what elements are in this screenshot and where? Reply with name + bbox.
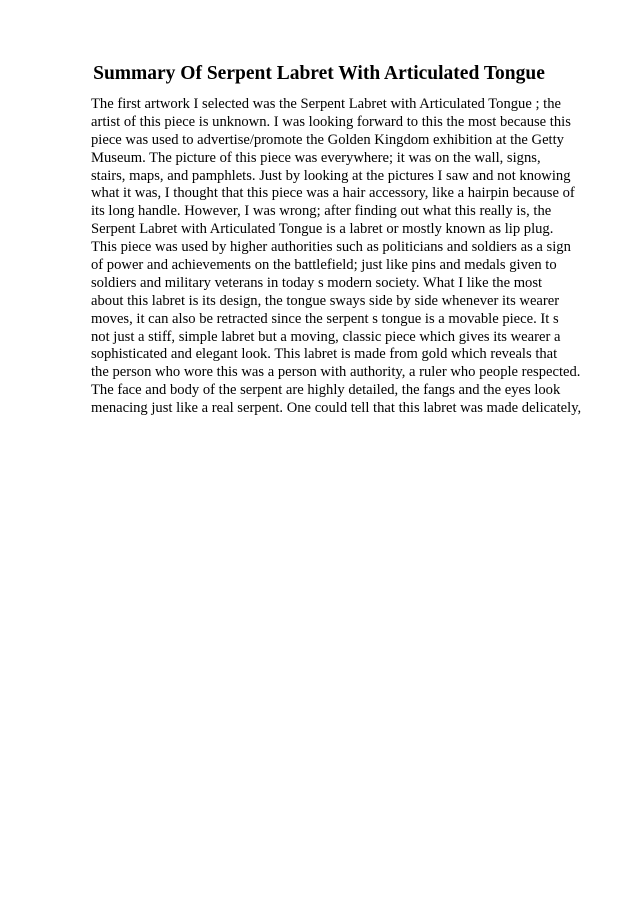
text-line: moves, it can also be retracted since the serpent s tongue is a movable piece. It s [91,310,559,327]
text-line: not just a stiff, simple labret but a moving, classic piece which gives its wearer a [91,328,561,345]
text-line: This piece was used by higher authorities such as politicians and soldiers as a sign [91,239,571,256]
text-line: sophisticated and elegant look. This labret is made from gold which reveals that [91,346,558,363]
text-line: artist of this piece is unknown. I was looking forward to this the most because this [91,113,571,130]
text-line: Serpent Labret with Articulated Tongue is a labret or mostly known as lip plug. [91,221,554,238]
text-line: what it was, I thought that this piece was a hair accessory, like a hairpin because of [91,185,575,202]
text-line: menacing just like a real serpent. One could tell that this labret was made delicately, [91,400,582,417]
text-line: piece was used to advertise/promote the Golden Kingdom exhibition at the Getty [91,131,564,148]
text-line: The first artwork I selected was the Serpent Labret with Articulated Tongue ; the [91,96,562,112]
text-line: stairs, maps, and pamphlets. Just by looking at the pictures I saw and not knowing [91,167,571,184]
text-line: about this labret is its design, the tongue sways side by side whenever its wearer [91,292,560,309]
text-line: of power and achievements on the battlefield; just like pins and medals given to [91,257,557,274]
text-line: soldiers and military veterans in today s modern society. What I like the most [91,274,543,291]
text-line: its long handle. However, I was wrong; after finding out what this really is, the [91,203,552,220]
text-line: Museum. The picture of this piece was everywhere; it was on the wall, signs, [91,149,541,166]
text-line: The face and body of the serpent are highly detailed, the fangs and the eyes look [91,382,561,399]
text-line: the person who wore this was a person with authority, a ruler who people respected. [91,364,581,381]
document-title: Summary Of Serpent Labret With Articulated Tongue [93,63,545,84]
body-paragraph [91,96,591,418]
